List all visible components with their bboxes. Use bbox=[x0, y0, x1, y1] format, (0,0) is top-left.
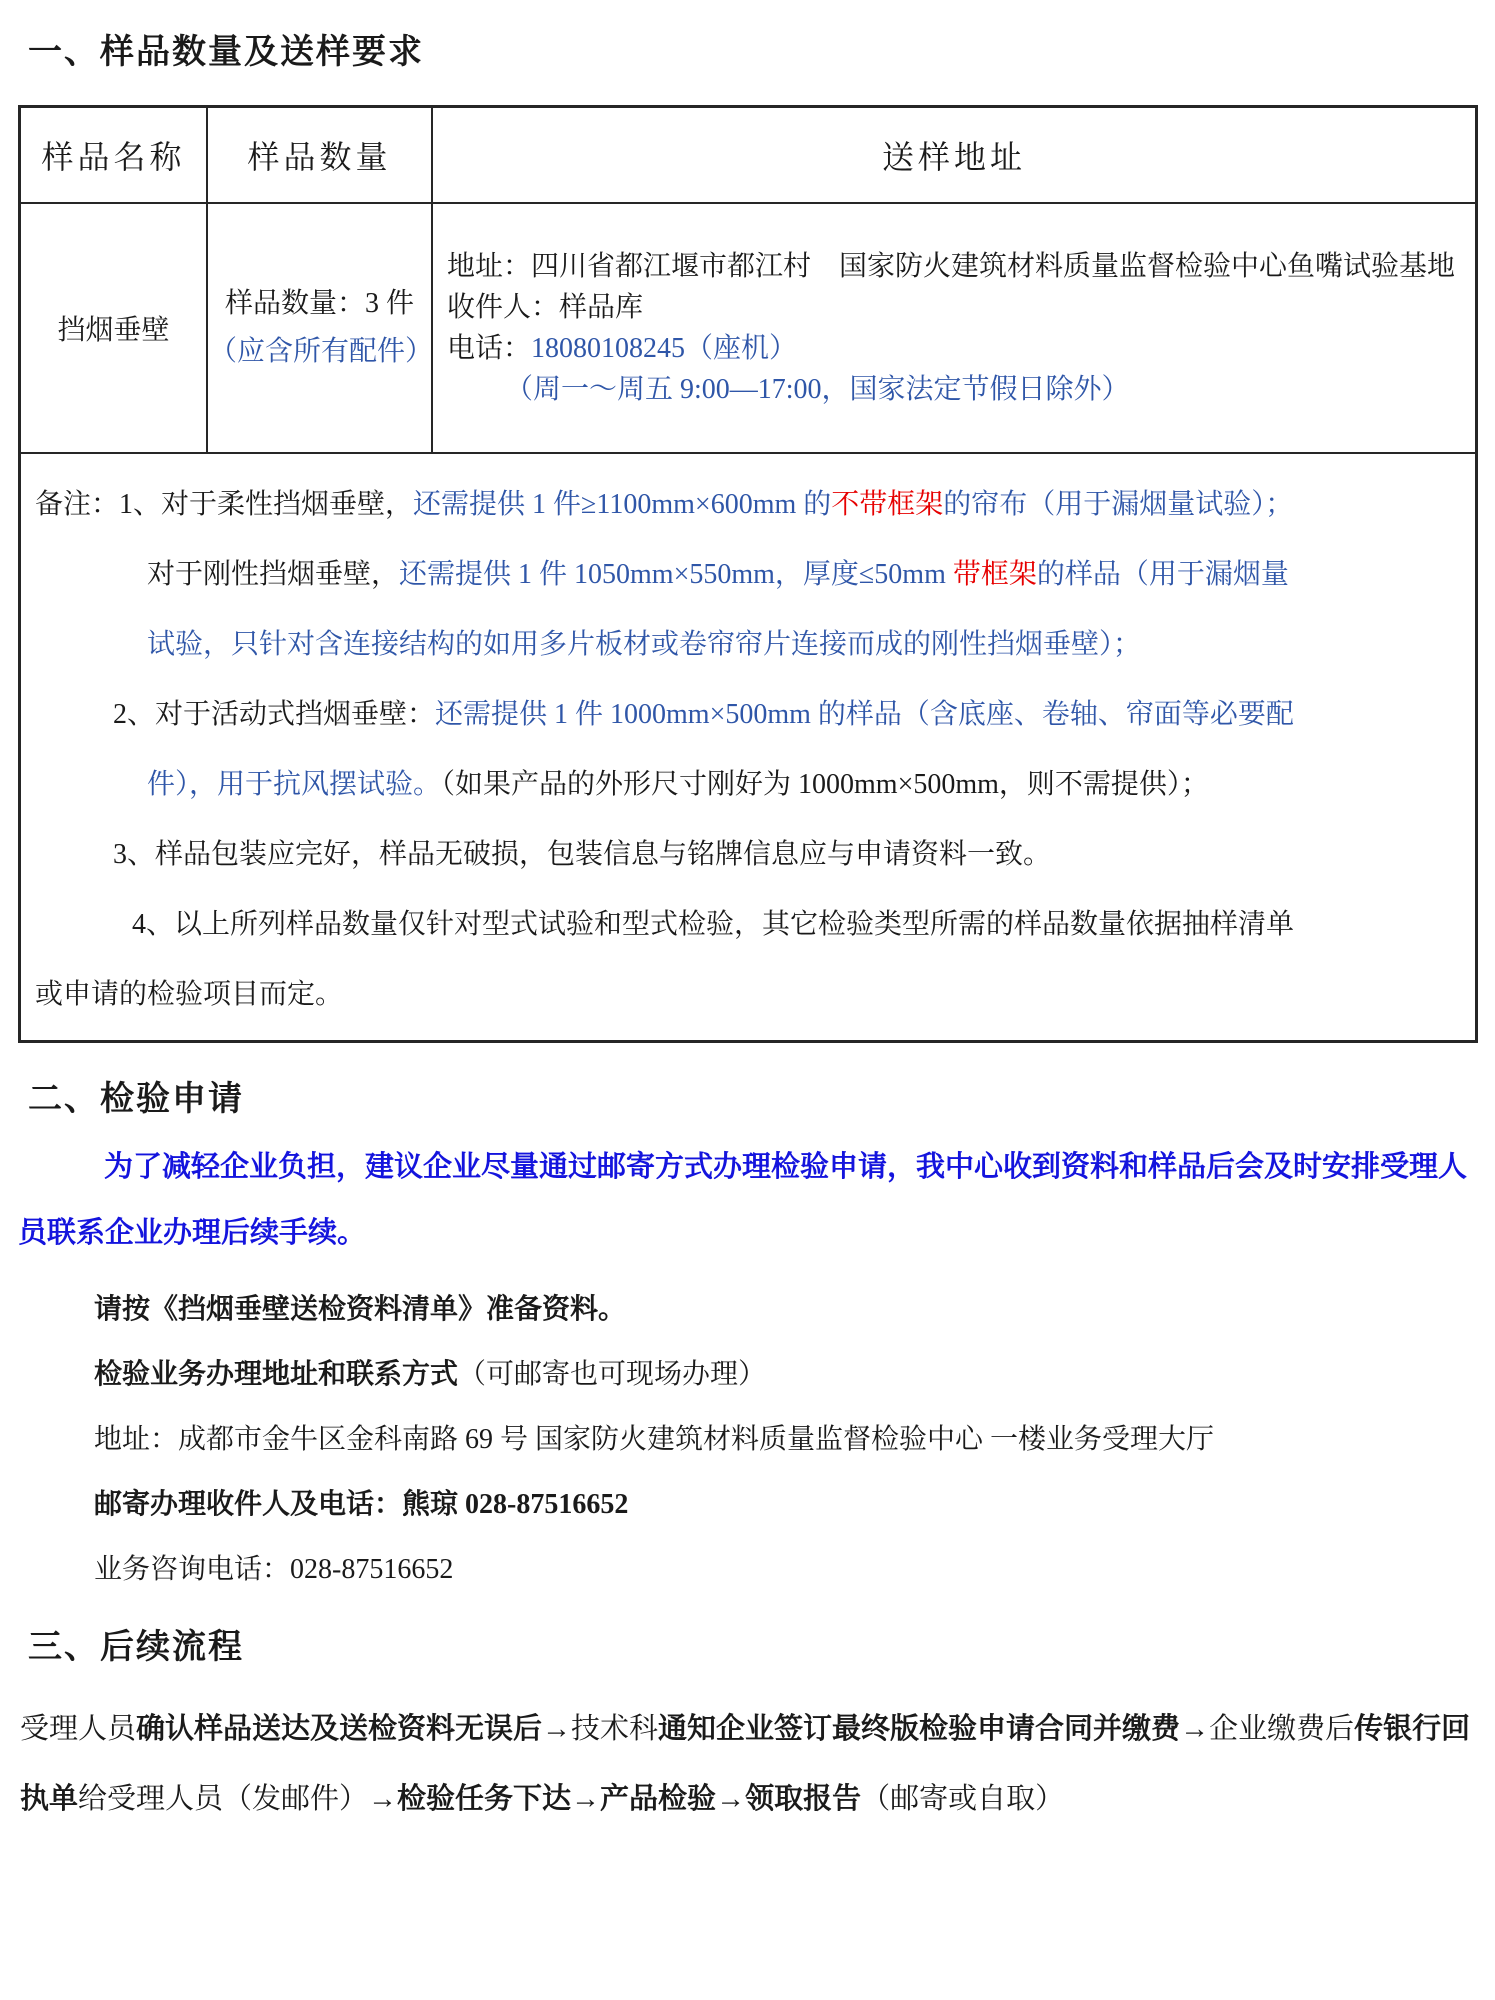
phone-value: 18080108245（座机） bbox=[531, 333, 798, 364]
flow-step-bold: 产品检验 bbox=[600, 1783, 717, 1815]
flow-step-bold: 传银行回执单 bbox=[20, 1713, 1471, 1815]
consult-phone-line: 业务咨询电话：028-87516652 bbox=[94, 1554, 454, 1585]
contact-title: 检验业务办理地址和联系方式 bbox=[94, 1359, 459, 1390]
note-text-blue: 还需提供 1 件 1000mm×500mm 的样品（含底座、卷轴、帘面等必要配 bbox=[435, 699, 1294, 730]
note-line-1 bbox=[35, 470, 1461, 540]
table-header-row bbox=[20, 107, 1477, 204]
note-line-6 bbox=[113, 820, 1461, 890]
header-sample-quantity: 样品数量 bbox=[207, 107, 432, 204]
note-line-7 bbox=[132, 890, 1461, 960]
note-line-4 bbox=[113, 680, 1461, 750]
header-delivery-address: 送样地址 bbox=[432, 107, 1477, 204]
phone-label: 电话： bbox=[447, 333, 532, 364]
quantity-note: （应含所有配件） bbox=[209, 336, 434, 367]
flow-step-bold: 通知企业签订最终版检验申请合同并缴费 bbox=[658, 1713, 1181, 1745]
phone-line bbox=[447, 328, 1461, 369]
office-address-line: 地址：成都市金牛区金科南路 69 号 国家防火建筑材料质量监督检验中心 一楼业务受理大厅 bbox=[94, 1424, 1215, 1455]
flow-step: →企业缴费后 bbox=[1180, 1713, 1355, 1745]
flow-step: → bbox=[571, 1783, 601, 1815]
prepare-materials-line: 请按《挡烟垂壁送检资料清单》准备资料。 bbox=[94, 1294, 627, 1325]
sample-name-cell: 挡烟垂壁 bbox=[20, 203, 208, 453]
note-text-red: 不带框架 bbox=[831, 489, 944, 520]
note-text-blue: 试验，只针对含连接结构的如用多片板材或卷帘帘片连接而成的刚性挡烟垂壁）； bbox=[147, 629, 1142, 660]
flow-step: →技术科 bbox=[542, 1713, 659, 1745]
note-line-8 bbox=[35, 960, 1461, 1030]
contact-title-note: （可邮寄也可现场办理） bbox=[458, 1359, 767, 1390]
flow-step: 受理人员 bbox=[20, 1713, 137, 1745]
section1-heading: 一、样品数量及送样要求 bbox=[28, 34, 424, 71]
address-line bbox=[447, 246, 1461, 287]
flow-step-bold: 确认样品送达及送检资料无误后 bbox=[136, 1713, 543, 1745]
note-line-5 bbox=[147, 750, 1461, 820]
contact-title-line bbox=[94, 1354, 1479, 1396]
table-notes-row bbox=[20, 453, 1477, 1042]
office-hours: （周一～周五 9:00—17:00，国家法定节假日除外） bbox=[505, 374, 1130, 405]
note-text-blue: 的样品（用于漏烟量 bbox=[1036, 559, 1289, 590]
note-text-blue: 件），用于抗风摆试验。 bbox=[147, 769, 442, 800]
note-text-blue: 还需提供 1 件≥1100mm×600mm 的 bbox=[413, 489, 832, 520]
flow-step-bold: 领取报告 bbox=[745, 1783, 862, 1815]
recipient-line: 收件人：样品库 bbox=[447, 292, 644, 323]
note-text: 3、样品包装应完好，样品无破损，包装信息与铭牌信息应与申请资料一致。 bbox=[113, 839, 1052, 870]
section3-heading: 三、后续流程 bbox=[28, 1629, 244, 1666]
mail-contact-line: 邮寄办理收件人及电话：熊琼 028-87516652 bbox=[94, 1489, 629, 1520]
table-data-row bbox=[20, 203, 1477, 453]
flow-step: 给受理人员（发邮件）→ bbox=[78, 1783, 398, 1815]
address-value: 四川省都江堰市都江村 国家防火建筑材料质量监督检验中心鱼嘴试验基地 bbox=[531, 251, 1456, 282]
note-text-blue: 的帘布（用于漏烟量试验）； bbox=[943, 489, 1294, 520]
note-text-red: 带框架 bbox=[952, 559, 1037, 590]
mailing-notice: 为了减轻企业负担，建议企业尽量通过邮寄方式办理检验申请，我中心收到资料和样品后会及时安排受理人员联系企业办理后续手续。 bbox=[18, 1151, 1468, 1249]
note-line-2 bbox=[147, 540, 1461, 610]
note-text: 备注：1、对于柔性挡烟垂壁， bbox=[35, 489, 414, 520]
delivery-address-cell bbox=[432, 203, 1477, 453]
address-label: 地址： bbox=[447, 251, 532, 282]
note-line-3 bbox=[147, 610, 1461, 680]
quantity-text: 样品数量：3 件 bbox=[224, 288, 414, 319]
flow-step: → bbox=[716, 1783, 746, 1815]
process-flow bbox=[20, 1694, 1479, 1834]
header-sample-name: 样品名称 bbox=[20, 107, 208, 204]
note-text: 2、对于活动式挡烟垂壁： bbox=[113, 699, 436, 730]
note-text: 4、以上所列样品数量仅针对型式试验和型式检验，其它检验类型所需的样品数量依据抽样清单 bbox=[132, 909, 1295, 940]
flow-step: （邮寄或自取） bbox=[861, 1783, 1065, 1815]
section2-heading: 二、检验申请 bbox=[28, 1081, 244, 1118]
sample-requirements-table bbox=[18, 105, 1478, 1043]
flow-step-bold: 检验任务下达 bbox=[397, 1783, 572, 1815]
note-text: （如果产品的外形尺寸刚好为 1000mm×500mm，则不需提供）； bbox=[441, 769, 1209, 800]
note-text: 对于刚性挡烟垂壁， bbox=[147, 559, 400, 590]
note-text: 或申请的检验项目而定。 bbox=[35, 979, 344, 1010]
sample-quantity-cell bbox=[207, 203, 432, 453]
note-text-blue: 还需提供 1 件 1050mm×550mm，厚度≤50mm bbox=[399, 559, 953, 590]
notes-cell bbox=[20, 453, 1477, 1042]
